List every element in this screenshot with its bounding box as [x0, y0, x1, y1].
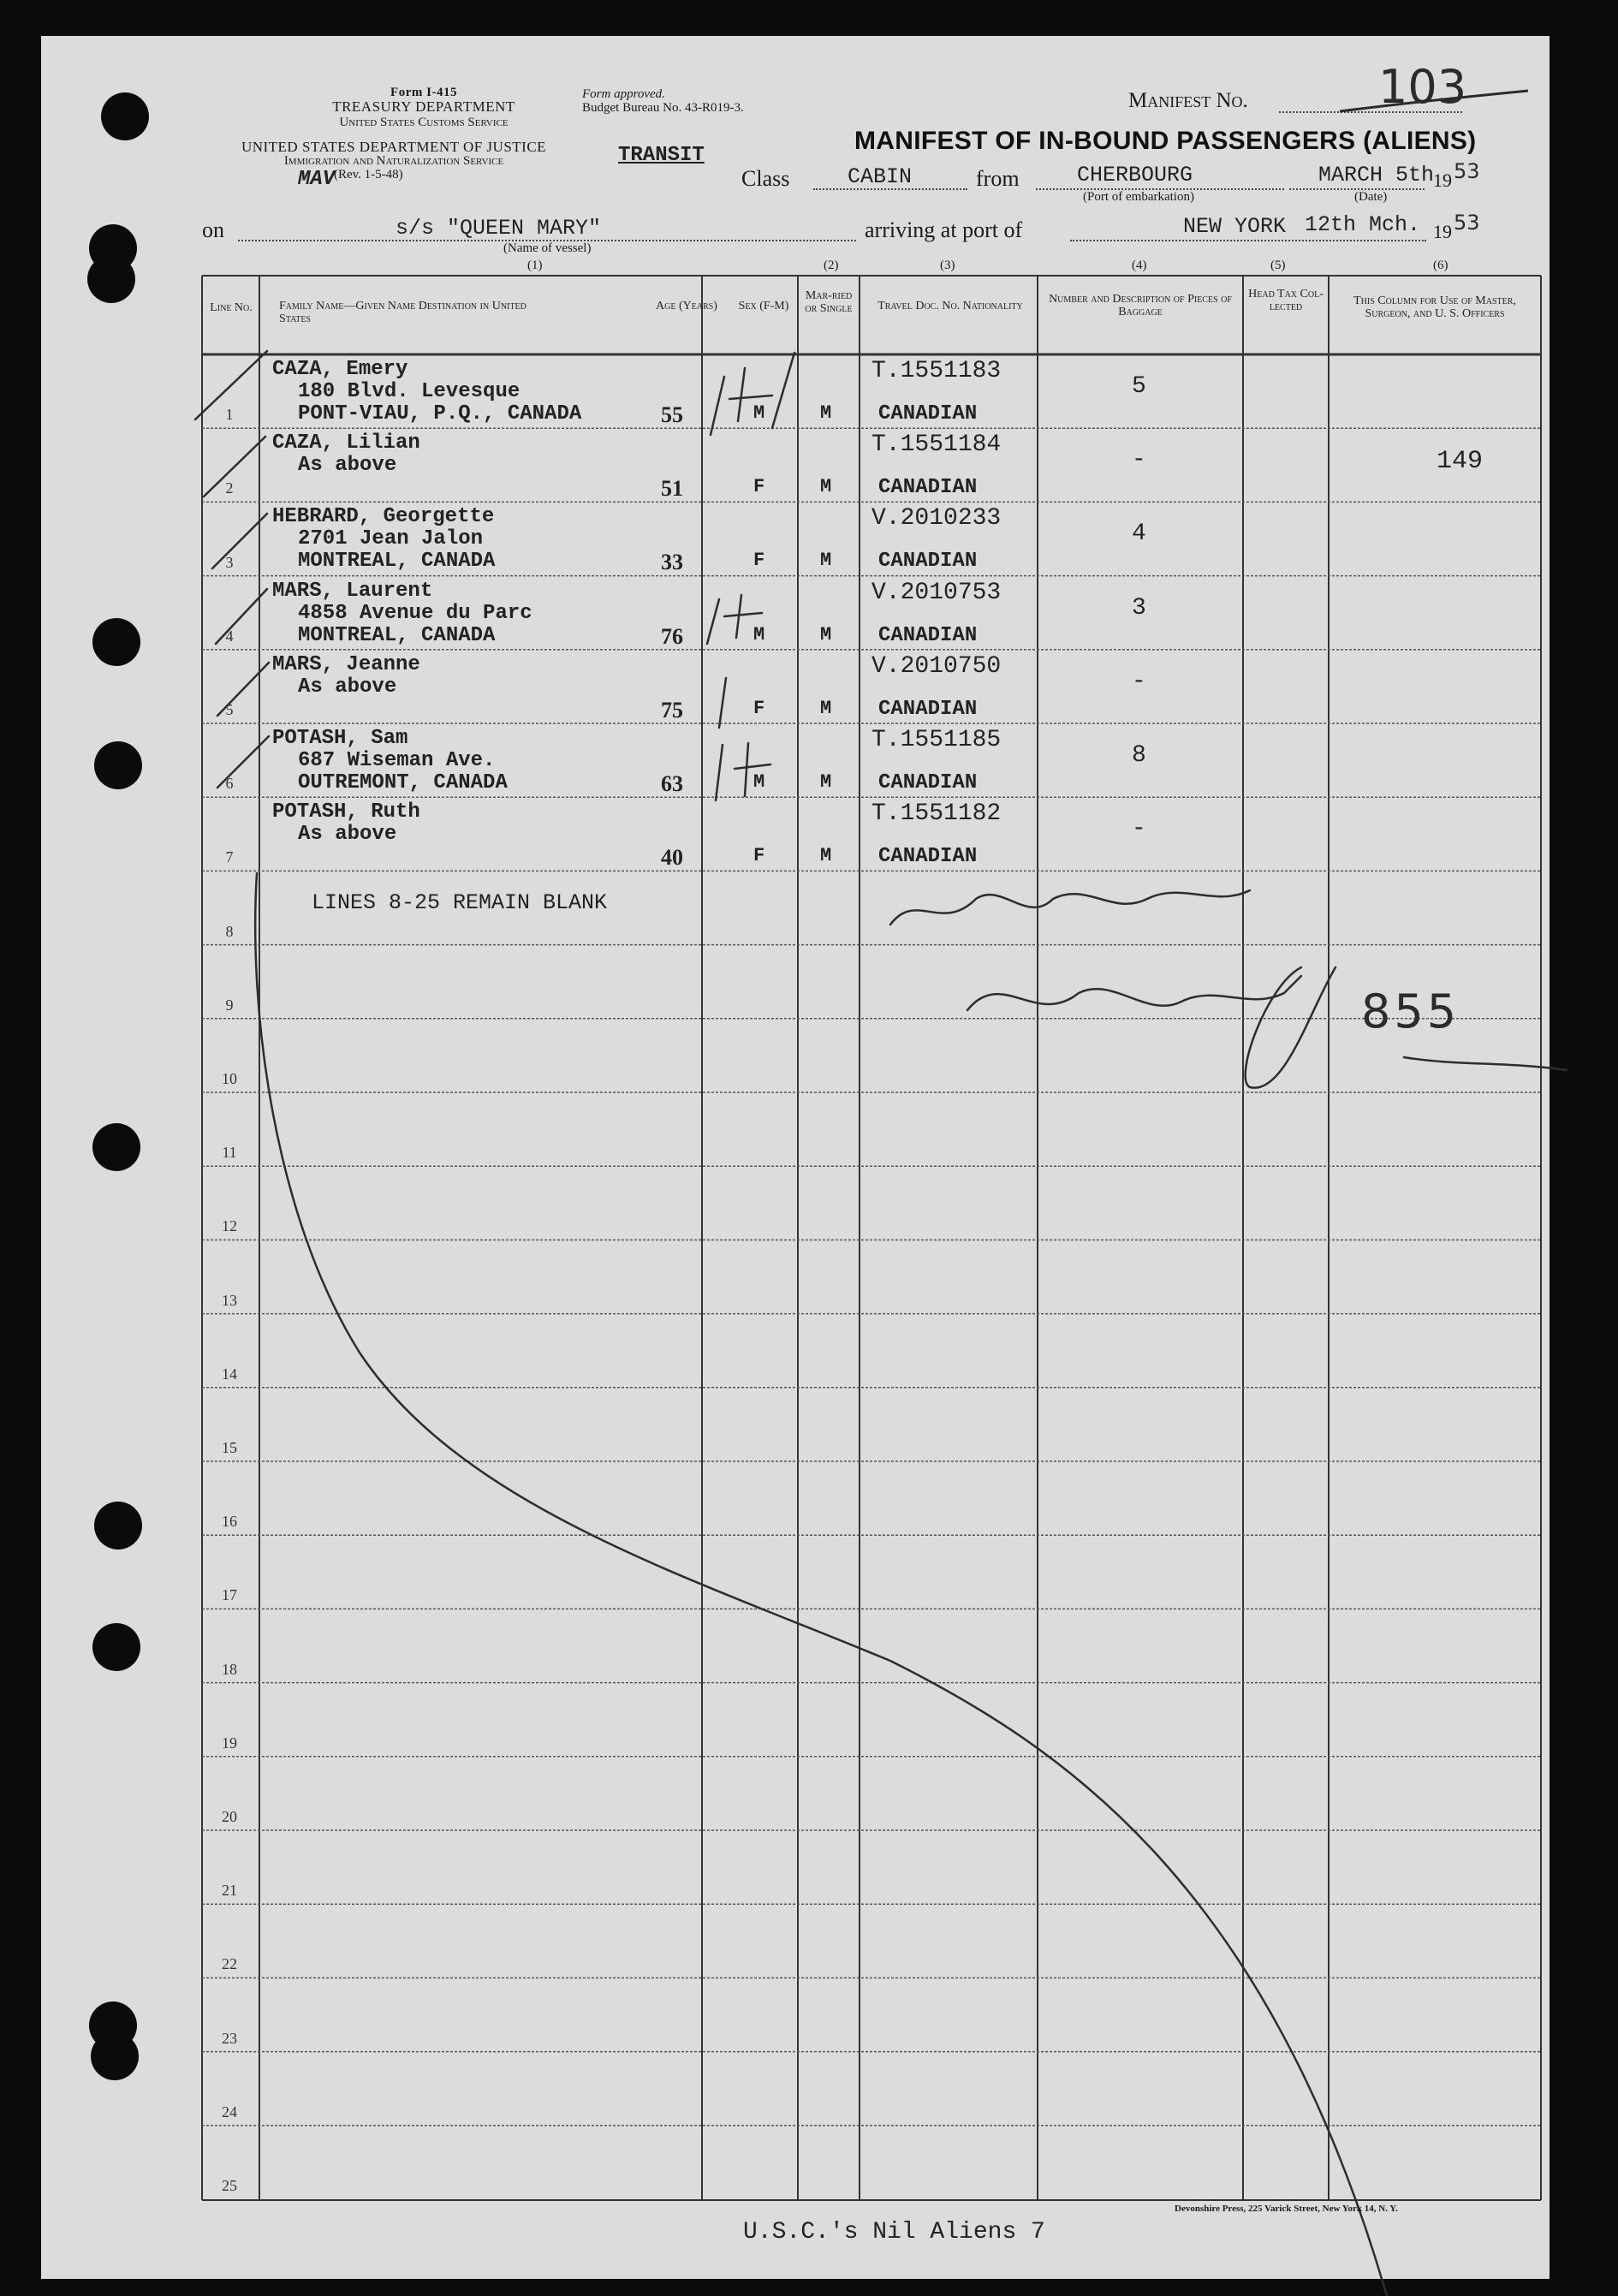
line-number: 14 — [222, 1365, 237, 1383]
passenger-nationality: CANADIAN — [878, 771, 978, 794]
passenger-name: CAZA, Emery — [272, 358, 408, 381]
passenger-name: POTASH, Ruth — [272, 800, 420, 824]
footer-summary: U.S.C.'s Nil Aliens 7 — [743, 2219, 1045, 2245]
line-number: 12 — [222, 1217, 237, 1235]
line-number: 2 — [225, 479, 234, 497]
travel-doc-number: V.2010233 — [871, 505, 1002, 532]
treasury-dept: TREASURY DEPARTMENT — [332, 98, 515, 115]
form-number: Form I-415 — [390, 86, 457, 99]
passenger-age: 55 — [661, 402, 683, 427]
col-num-5: (5) — [1270, 259, 1286, 272]
passenger-address-2: PONT-VIAU, P.Q., CANADA — [298, 402, 582, 425]
vessel-caption: (Name of vessel) — [503, 241, 592, 255]
line-number: 22 — [222, 1955, 237, 1973]
transit-stamp: TRANSIT — [618, 144, 705, 167]
travel-doc-number: V.2010750 — [871, 652, 1002, 680]
vessel-value: s/s "QUEEN MARY" — [396, 216, 602, 241]
passenger-age: 51 — [661, 476, 683, 502]
line-number: 10 — [222, 1070, 237, 1087]
line-number: 25 — [222, 2177, 237, 2194]
from-label: from — [976, 166, 1020, 191]
travel-doc-number: T.1551184 — [871, 431, 1002, 459]
line-number: 18 — [222, 1660, 237, 1678]
passenger-age: 76 — [661, 623, 683, 649]
manifest-no-label: Manifest No. — [1128, 89, 1248, 112]
passenger-address-1: 2701 Jean Jalon — [298, 527, 484, 551]
header-baggage: Number and Description of Pieces of Baggage — [1049, 293, 1232, 318]
form-approved: Form approved. — [582, 87, 665, 101]
baggage-count: - — [1132, 816, 1146, 843]
manifest-no-value: 103 — [1378, 60, 1467, 114]
travel-doc-number: T.1551183 — [871, 358, 1002, 384]
ins-service: Immigration and Naturalization Service — [283, 154, 504, 168]
line-number: 17 — [222, 1586, 237, 1604]
year-suffix: 53 — [1454, 159, 1480, 183]
baggage-count: 4 — [1132, 520, 1146, 548]
line-number: 16 — [222, 1513, 237, 1531]
line-number: 11 — [222, 1144, 237, 1162]
passenger-address-2: OUTREMONT, CANADA — [298, 771, 508, 794]
passenger-marital-status: M — [820, 476, 832, 498]
passenger-nationality: CANADIAN — [878, 550, 978, 574]
passenger-sex: M — [753, 771, 765, 793]
line-number: 1 — [225, 406, 234, 424]
port-caption: (Port of embarkation) — [1083, 190, 1194, 204]
travel-doc-number: T.1551182 — [871, 800, 1002, 828]
line-number: 15 — [222, 1439, 237, 1456]
on-label: on — [202, 217, 224, 242]
passenger-name: MARS, Jeanne — [272, 652, 420, 676]
header-married: Mar-ried or Single — [805, 289, 853, 315]
passenger-marital-status: M — [820, 623, 832, 645]
passenger-name: HEBRARD, Georgette — [272, 505, 495, 529]
line-number: 13 — [222, 1291, 237, 1309]
passenger-nationality: CANADIAN — [878, 697, 978, 721]
baggage-count: 8 — [1132, 742, 1146, 769]
passenger-address-1: As above — [298, 675, 397, 699]
manifest-title: MANIFEST OF IN-BOUND PASSENGERS (ALIENS) — [854, 127, 1477, 155]
dept-justice: UNITED STATES DEPARTMENT OF JUSTICE — [241, 139, 547, 155]
passenger-address-1: 180 Blvd. Levesque — [298, 380, 520, 403]
passenger-nationality: CANADIAN — [878, 476, 978, 500]
line-number: 9 — [225, 996, 234, 1014]
line-number: 3 — [225, 553, 234, 571]
passenger-age: 33 — [661, 550, 683, 575]
arriving-label: arriving at port of — [865, 217, 1023, 242]
header-sex: Sex (F-M) — [738, 300, 789, 312]
passenger-address-2: MONTREAL, CANADA — [298, 550, 496, 574]
passenger-address-1: As above — [298, 454, 397, 478]
passenger-age: 75 — [661, 697, 683, 723]
passenger-marital-status: M — [820, 550, 832, 572]
line-number: 24 — [222, 2103, 237, 2121]
line-number: 20 — [222, 1808, 237, 1825]
passenger-sex: F — [753, 697, 765, 719]
line-number: 7 — [225, 848, 234, 866]
arrival-date: 12th Mch. — [1305, 212, 1421, 237]
header-officers: This Column for Use of Master, Surgeon, and U. S. Officers — [1353, 294, 1516, 320]
passenger-sex: M — [753, 402, 765, 424]
passenger-nationality: CANADIAN — [878, 623, 978, 647]
travel-doc-number: V.2010753 — [871, 579, 1002, 606]
col-num-2: (2) — [824, 259, 839, 272]
class-value: CABIN — [848, 164, 913, 189]
col-num-6: (6) — [1433, 259, 1448, 272]
blank-lines-note: LINES 8-25 REMAIN BLANK — [312, 890, 608, 915]
header-name: Family Name—Given Name Destination in United States — [279, 300, 526, 325]
passenger-marital-status: M — [820, 697, 832, 719]
passenger-address-2: MONTREAL, CANADA — [298, 623, 496, 647]
annotation-855: 855 — [1361, 984, 1460, 1038]
passenger-address-1: As above — [298, 823, 397, 847]
officer-note: 149 — [1437, 447, 1484, 477]
line-number: 21 — [222, 1882, 237, 1900]
passenger-address-1: 4858 Avenue du Parc — [298, 601, 532, 625]
line-number: 6 — [225, 775, 234, 793]
passenger-address-1: 687 Wiseman Ave. — [298, 749, 496, 772]
customs-service: United States Customs Service — [339, 116, 509, 129]
line-number: 4 — [225, 627, 234, 645]
col-num-1: (1) — [527, 259, 543, 272]
passenger-name: POTASH, Sam — [272, 727, 408, 750]
passenger-nationality: CANADIAN — [878, 845, 978, 869]
passenger-sex: M — [753, 623, 765, 645]
col-num-3: (3) — [940, 259, 955, 272]
revision: (Rev. 1-5-48) — [334, 168, 403, 181]
passenger-name: CAZA, Lilian — [272, 431, 420, 455]
line-number: 8 — [225, 922, 234, 940]
header-age: Age (Years) — [656, 300, 717, 312]
passenger-age: 63 — [661, 771, 683, 796]
travel-doc-number: T.1551185 — [871, 727, 1002, 753]
budget-bureau: Budget Bureau No. 43-R019-3. — [582, 101, 744, 115]
arrival-year-prefix: 19 — [1433, 221, 1452, 242]
mav-stamp: MAV — [298, 168, 336, 191]
header-head-tax: Head Tax Col-lected — [1248, 288, 1324, 313]
header-line-no: Line No. — [210, 301, 253, 314]
baggage-count: - — [1132, 668, 1146, 695]
date-value: MARCH 5th — [1318, 163, 1435, 187]
passenger-marital-status: M — [820, 402, 832, 424]
baggage-count: 5 — [1132, 373, 1146, 400]
arrival-port: NEW YORK — [1183, 214, 1287, 239]
date-caption: (Date) — [1354, 190, 1388, 204]
passenger-marital-status: M — [820, 771, 832, 793]
passenger-sex: F — [753, 845, 765, 867]
header-travel-doc: Travel Doc. No. Nationality — [877, 300, 1023, 312]
passenger-age: 40 — [661, 845, 683, 871]
printer-imprint: Devonshire Press, 225 Varick Street, New York 14, N. Y. — [1175, 2204, 1398, 2214]
passenger-name: MARS, Laurent — [272, 579, 433, 603]
passenger-nationality: CANADIAN — [878, 402, 978, 425]
class-label: Class — [741, 166, 790, 191]
year-prefix: 19 — [1433, 170, 1452, 191]
arrival-year-suffix: 53 — [1454, 211, 1480, 235]
passenger-marital-status: M — [820, 845, 832, 867]
baggage-count: 3 — [1132, 594, 1146, 622]
col-num-4: (4) — [1132, 259, 1147, 272]
passenger-sex: F — [753, 476, 765, 498]
line-number: 23 — [222, 2029, 237, 2047]
passenger-sex: F — [753, 550, 765, 572]
baggage-count: - — [1132, 447, 1146, 474]
line-number: 5 — [225, 701, 234, 718]
line-number: 19 — [222, 1734, 237, 1752]
from-value: CHERBOURG — [1077, 163, 1193, 187]
